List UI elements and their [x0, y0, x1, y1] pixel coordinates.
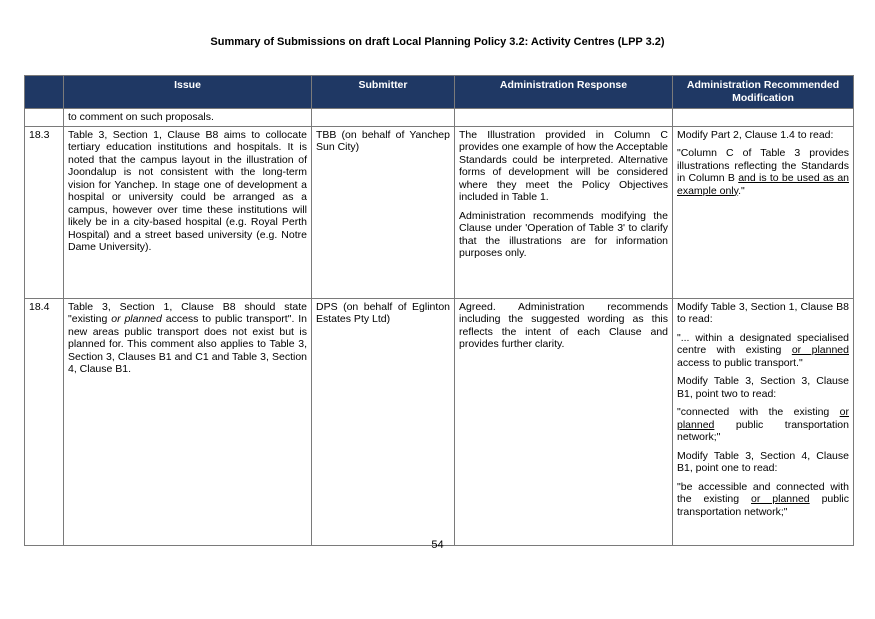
- modification-paragraph: [677, 406, 849, 444]
- response-paragraph: Administration recommends modifying the Clause under 'Operation of Table 3' to clarify that the illustrations are for information purposes only.: [459, 209, 668, 259]
- modification-text: "connected with the existing: [677, 406, 840, 418]
- modification-underlined-text: or planned: [751, 493, 810, 505]
- cell-response: [455, 126, 673, 298]
- table-row: [25, 126, 854, 298]
- modification-underlined-text: or planned: [791, 344, 849, 356]
- page-title: Summary of Submissions on draft Local Planning Policy 3.2: Activity Centres (LPP 3.2): [210, 36, 665, 48]
- modification-paragraph: [677, 147, 849, 197]
- cell-submitter: [312, 109, 455, 127]
- cell-issue: to comment on such proposals.: [64, 109, 312, 127]
- cell-issue: [64, 298, 312, 545]
- header-issue: Issue: [64, 76, 312, 109]
- modification-text: "Column C of Table 3 provides illustrations reflecting the Standards in Column B: [677, 147, 849, 184]
- table-header-row: [25, 76, 854, 109]
- cell-modification: [673, 126, 854, 298]
- cell-issue: Table 3, Section 1, Clause B8 aims to collocate tertiary education institutions and hospitals. It is noted that the campus layout in the illustration of Joondalup is not consistent with the long-term vision for Yanchep. In stage one of development a hospital or university could be arranged as a campus, however over time these institutions will likely be in a city-based hospital (e.g. Royal Perth Hospital) and a street based university (e.g. Notre Dame University).: [64, 126, 312, 298]
- modification-text: .": [738, 184, 745, 197]
- cell-response: Agreed. Administration recommends including the suggested wording as this reflects the intent of each Clause and provides further clarity.: [455, 298, 673, 545]
- cell-submitter: DPS (on behalf of Eglinton Estates Pty Ltd): [312, 298, 455, 545]
- modification-paragraph: Modify Table 3, Section 1, Clause B8 to read:: [677, 300, 849, 325]
- modification-underlined-text: or planned: [677, 406, 849, 431]
- modification-text: "... within a designated specialised centre with existing: [677, 331, 849, 356]
- modification-text: public transportation network;": [677, 493, 849, 518]
- header-number: [25, 76, 64, 109]
- response-paragraph: The Illustration provided in Column C provides one example of how the Acceptable Standards could be interpreted. Alternative forms of development will be considered where they meet the Policy Objectives included in Table 1.: [459, 128, 668, 203]
- modification-underlined-text: and is to be used as an example only: [677, 172, 849, 197]
- submissions-table: [24, 75, 854, 546]
- header-submitter: Submitter: [312, 76, 455, 109]
- header-modification: Administration Recommended Modification: [673, 76, 854, 109]
- modification-paragraph: Modify Table 3, Section 4, Clause B1, point one to read:: [677, 449, 849, 474]
- table-row-continuation: [25, 109, 854, 127]
- issue-text: access to public transport". In new areas public transport does not exist but is planned for. This comment also applies to Table 3, Section 3, Clauses B1 and C1 and Table 3, Section 4, Clause B1.: [68, 313, 308, 375]
- cell-number: 18.3: [25, 126, 64, 298]
- page-number: 54: [431, 539, 444, 551]
- cell-modification: [673, 298, 854, 545]
- cell-response: [455, 109, 673, 127]
- modification-text: public transportation network;": [677, 418, 849, 443]
- cell-submitter: TBB (on behalf of Yanchep Sun City): [312, 126, 455, 298]
- issue-italic-text: or planned: [111, 313, 162, 325]
- modification-paragraph: Modify Part 2, Clause 1.4 to read:: [677, 128, 834, 141]
- cell-number: [25, 109, 64, 127]
- header-response: Administration Response: [455, 76, 673, 109]
- issue-text: Table 3, Section 1, Clause B8 should state "existing: [68, 300, 307, 325]
- cell-modification: [673, 109, 854, 127]
- modification-text: "be accessible and connected with the existing: [677, 480, 849, 505]
- cell-number: 18.4: [25, 298, 64, 545]
- modification-paragraph: [677, 332, 849, 370]
- modification-paragraph: [677, 481, 849, 519]
- modification-paragraph: Modify Table 3, Section 3, Clause B1, point two to read:: [677, 375, 849, 400]
- table-row: [25, 298, 854, 545]
- modification-text: access to public transport.": [677, 356, 803, 369]
